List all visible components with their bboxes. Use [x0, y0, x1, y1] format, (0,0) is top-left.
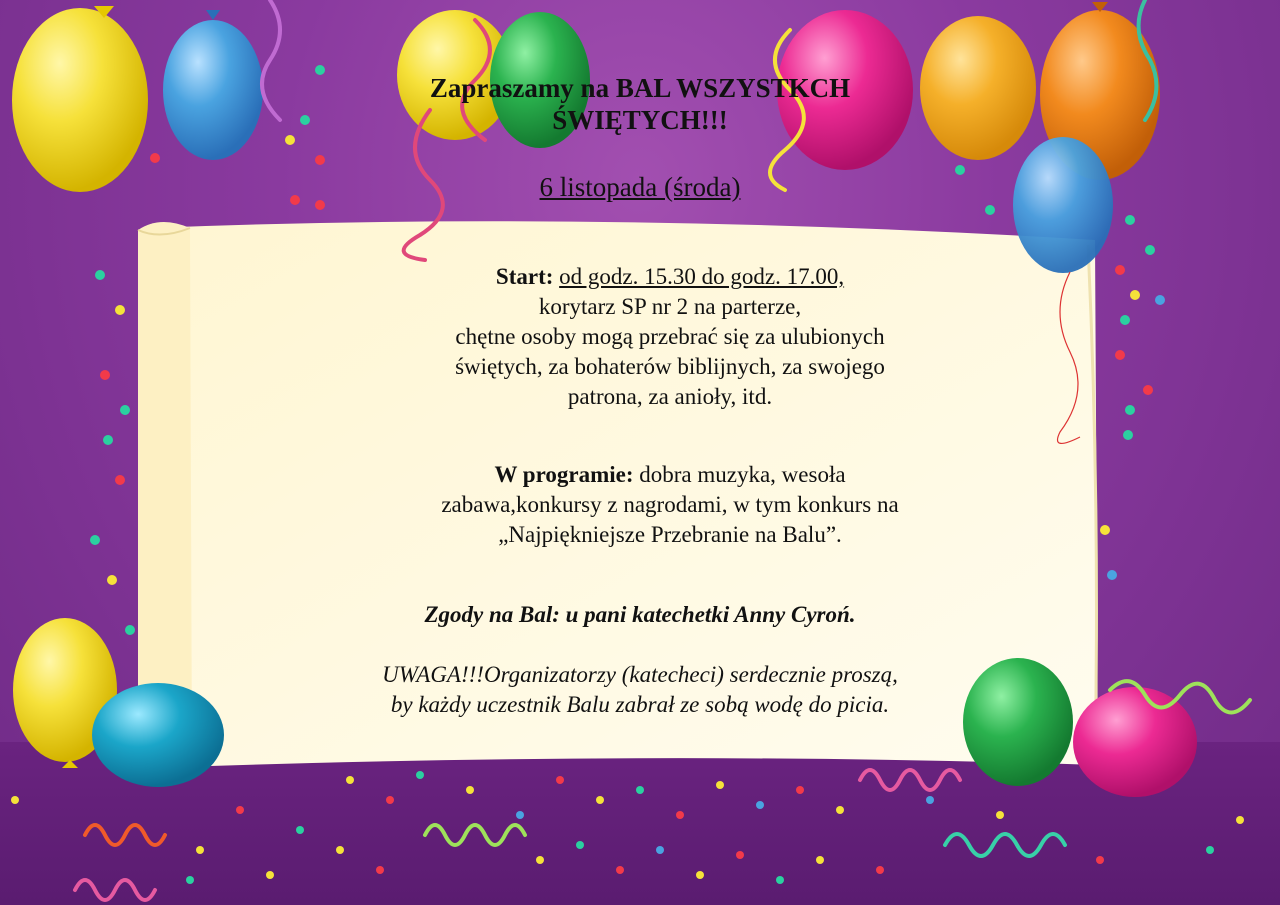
balloon-icon [12, 6, 148, 192]
warning-note [300, 660, 980, 720]
start-time: od godz. 15.30 do godz. 17.00, [559, 264, 845, 289]
program-info [360, 460, 980, 550]
program-line [360, 460, 980, 490]
start-detail: korytarz SP nr 2 na parterze, [538, 294, 802, 319]
balloon-icon [163, 10, 263, 160]
start-detail: patrona, za anioły, itd. [567, 384, 773, 409]
program-first: dobra muzyka, wesoła [639, 462, 846, 487]
start-info [360, 262, 980, 412]
program-label: W programie: [494, 462, 634, 487]
consent-note: Zgody na Bal: u pani katechetki Anny Cyroń. [424, 602, 856, 627]
balloon-icon [920, 16, 1036, 160]
program-detail: „Najpiękniejsze Przebranie na Balu”. [498, 522, 842, 547]
start-label: Start: [495, 264, 554, 289]
event-date: 6 listopada (środa) [539, 172, 741, 202]
balloon-icon [92, 683, 224, 787]
page-title: Zapraszamy na BAL WSZYSTKCH ŚWIĘTYCH!!! [429, 73, 851, 135]
start-line [360, 262, 980, 292]
warning-line: by każdy uczestnik Balu zabrał ze sobą wodę do picia. [390, 692, 890, 717]
program-detail: zabawa,konkursy z nagrodami, w tym konkurs na [441, 492, 899, 517]
start-detail: świętych, za bohaterów biblijnych, za swojego [455, 354, 885, 379]
start-detail: chętne osoby mogą przebrać się za ulubionych [455, 324, 885, 349]
warning-line: UWAGA!!!Organizatorzy (katecheci) serdecznie proszą, [382, 662, 898, 687]
balloon-icon [1073, 687, 1197, 797]
